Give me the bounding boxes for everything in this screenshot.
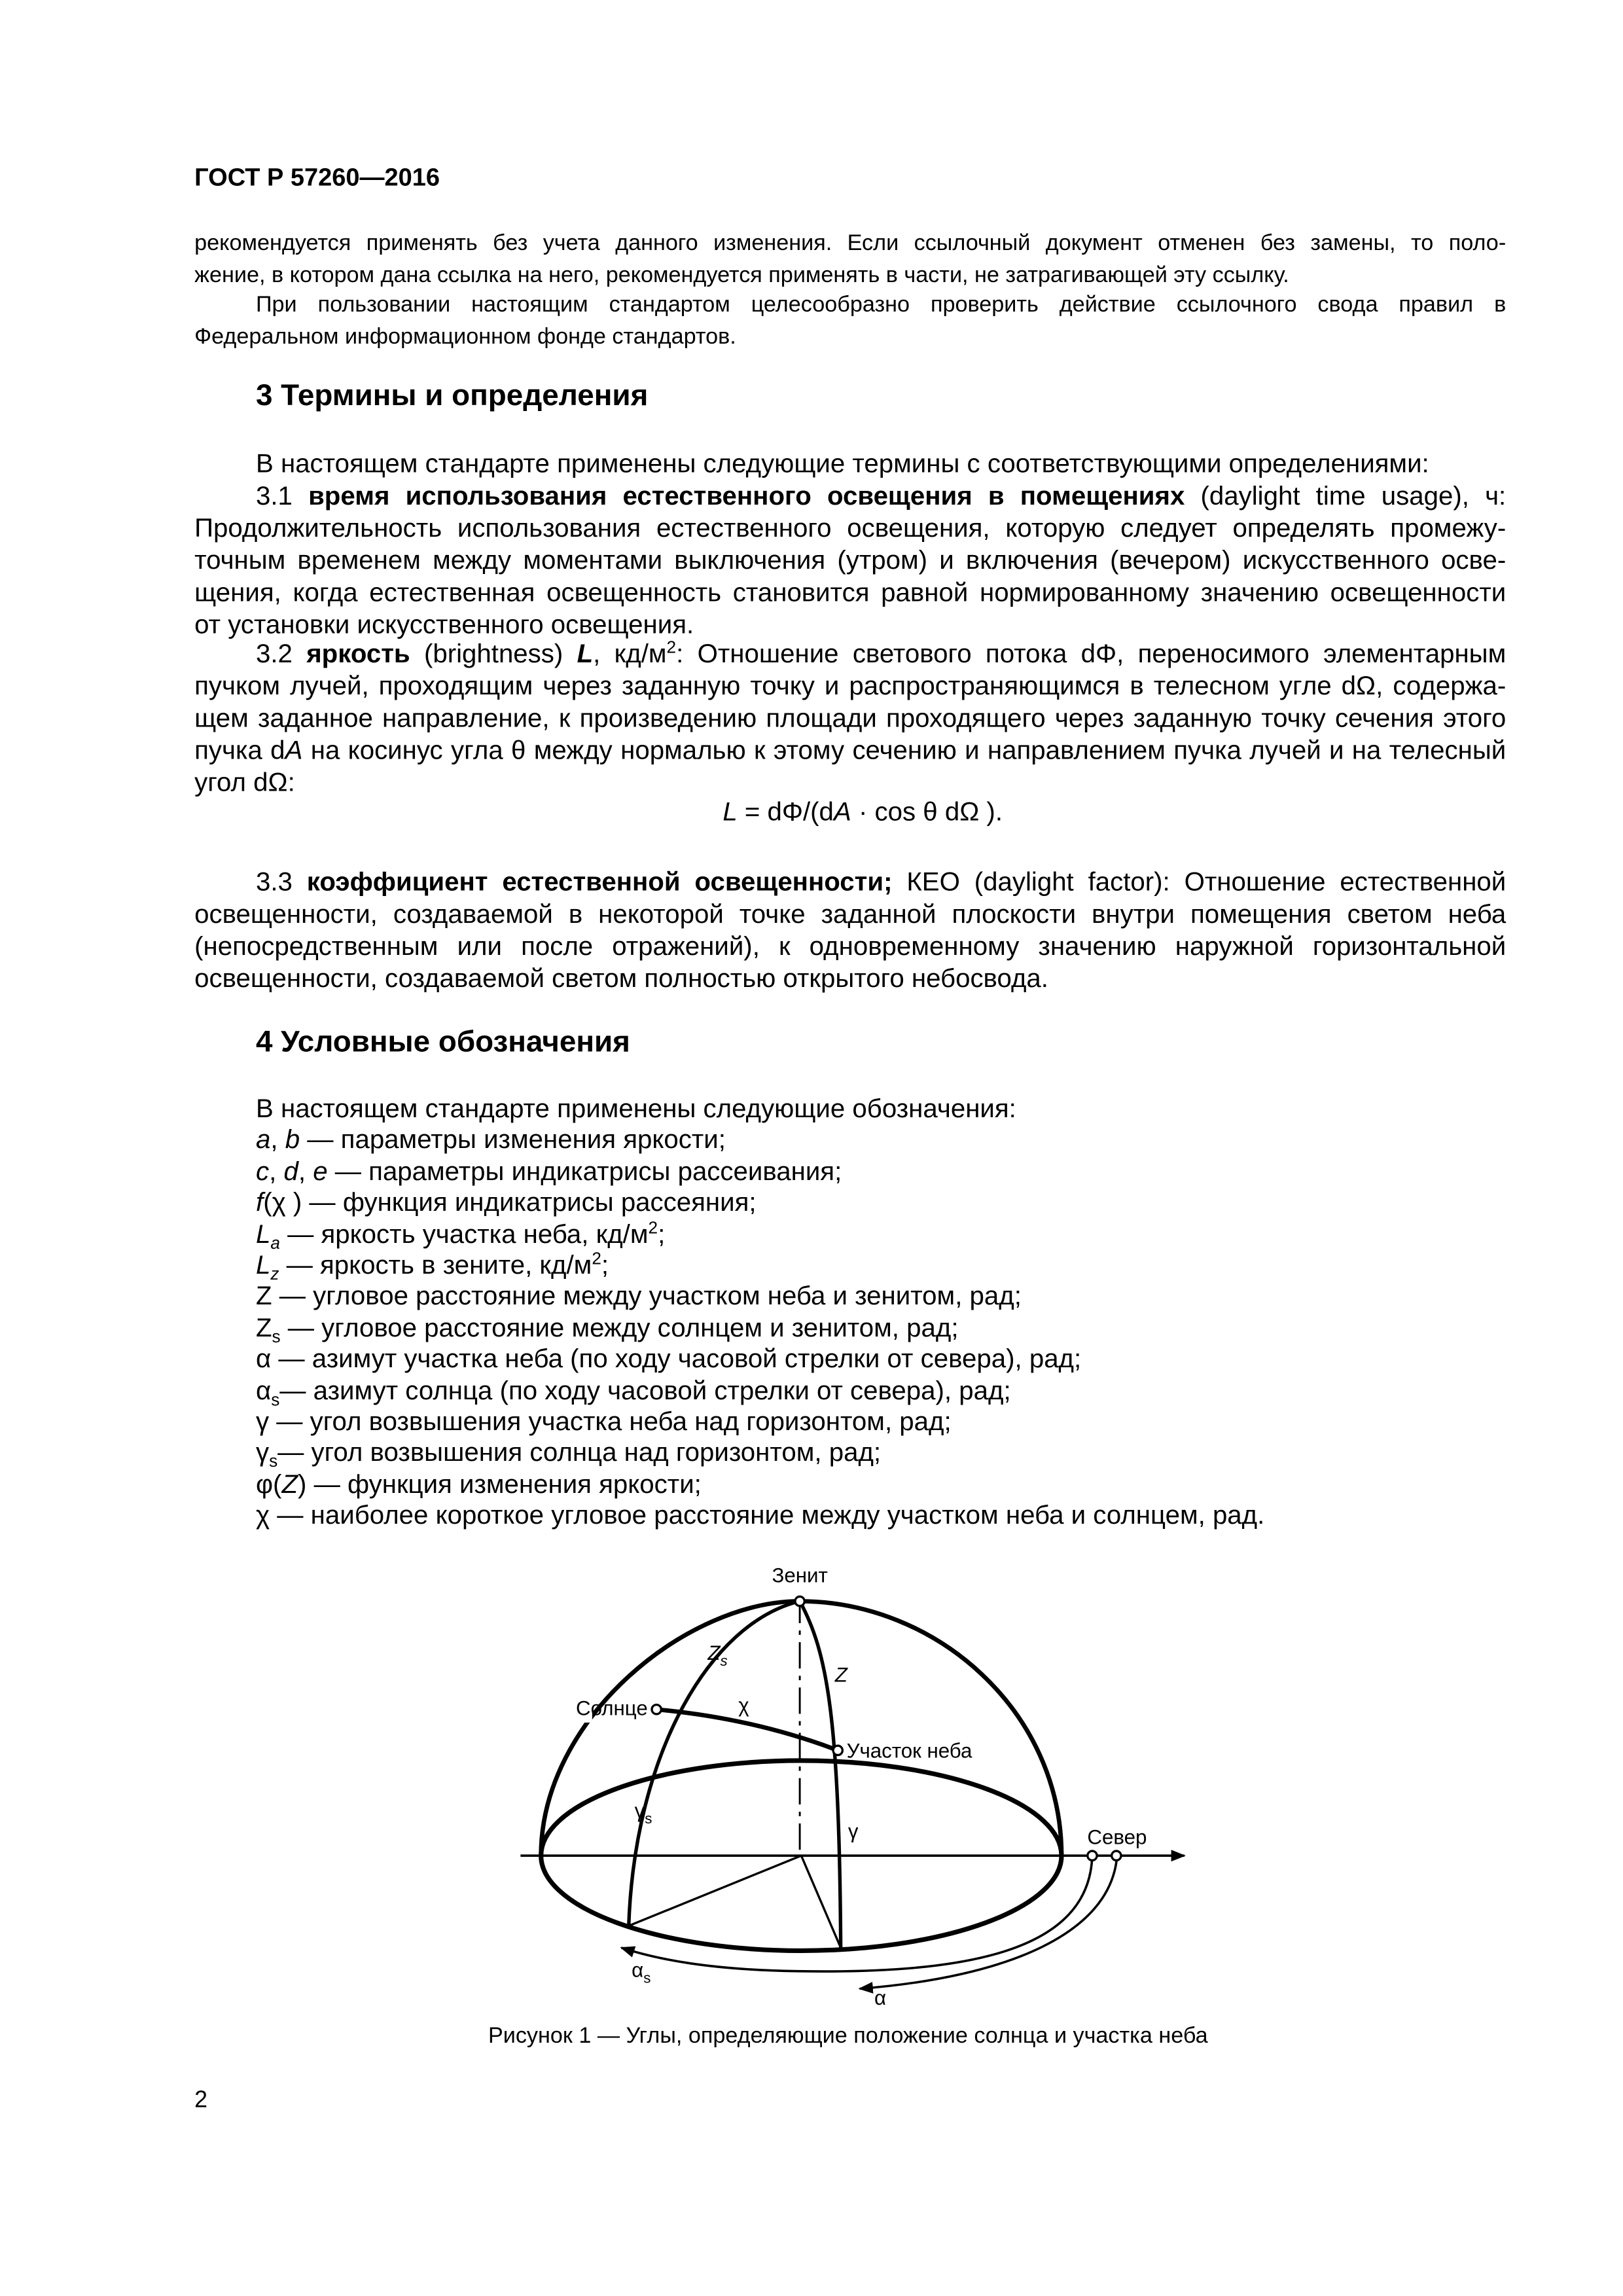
figure-caption: Рисунок 1 — Углы, определяющие положение солнца и участка неба bbox=[488, 2024, 1208, 2049]
sun-label: Солнце bbox=[576, 1696, 648, 1720]
text-run: L bbox=[722, 797, 738, 827]
sky-azimuth-line bbox=[801, 1856, 840, 1948]
text-run: s bbox=[269, 1452, 278, 1472]
text-run: от установки искусственного освещения. bbox=[194, 609, 694, 639]
text-run: ) — функция изменения яркости; bbox=[298, 1469, 702, 1499]
sun-azimuth-line bbox=[629, 1856, 802, 1926]
text-run: A bbox=[833, 797, 851, 827]
text-run: α — азимут участка неба (по ходу часовой стрелки от севера), рад; bbox=[255, 1344, 1082, 1374]
text-run: угол dΩ: bbox=[194, 767, 295, 797]
text-run: пучком лучей, проходящим через заданную точку и распространяющимся в телесном угле dΩ, содержа- bbox=[194, 671, 1507, 701]
text-run: жение, в котором дана ссылка на него, рекомендуется применять в части, не затрагивающей эту ссылку. bbox=[194, 262, 1289, 288]
text-run: Z bbox=[281, 1469, 298, 1499]
text-run: — параметры индикатрисы рассеивания; bbox=[327, 1156, 842, 1186]
text-run: на косинус угла θ между нормалью к этому сечению и направлением пучка лучей и на телесный bbox=[302, 735, 1507, 765]
text-run: c bbox=[255, 1156, 270, 1186]
text-run: b bbox=[285, 1124, 300, 1155]
sky-point bbox=[833, 1746, 842, 1755]
text-run: z bbox=[270, 1265, 279, 1284]
text-run: — угол возвышения солнца над горизонтом, рад; bbox=[277, 1437, 882, 1467]
text-run: щения, когда естественная освещенность становится равной нормированному значению освещенности bbox=[194, 577, 1507, 607]
dome-outline bbox=[541, 1601, 1061, 1856]
zenith-label: Зенит bbox=[772, 1564, 828, 1587]
text-run: e bbox=[313, 1156, 328, 1186]
text-run: — яркость в зените, кд/м bbox=[279, 1250, 592, 1280]
text-run: рекомендуется применять без учета данного изменения. Если ссылочный документ отменен без замены, то поло- bbox=[194, 231, 1507, 256]
text-run: A bbox=[285, 735, 303, 765]
text-run: , bbox=[270, 1124, 285, 1155]
z-label: Z bbox=[834, 1663, 847, 1687]
document-header: ГОСТ Р 57260—2016 bbox=[194, 164, 440, 192]
text-run: 3.1 bbox=[255, 481, 309, 511]
zs-label: $Z_s$ bbox=[707, 1641, 728, 1669]
text-run: — азимут солнца (по ходу часовой стрелки от севера), рад; bbox=[279, 1375, 1011, 1405]
text-run: Z bbox=[255, 1312, 272, 1342]
text-run: (brightness) bbox=[410, 639, 577, 669]
text-run: , bbox=[298, 1156, 313, 1186]
text-run: , bbox=[269, 1156, 284, 1186]
text-run: При пользовании настоящим стандартом целесообразно проверить действие ссылочного свода правил в bbox=[255, 292, 1507, 317]
text-run: ; bbox=[658, 1219, 666, 1249]
sky-meridian bbox=[800, 1601, 841, 1948]
text-run: · cos θ dΩ ). bbox=[851, 797, 1003, 827]
text-run: , кд/м bbox=[593, 639, 667, 669]
text-run: : Отношение светового потока dΦ, переносимого элементарным bbox=[676, 639, 1507, 669]
section-4-heading: 4 Условные обозначения bbox=[255, 1025, 630, 1059]
text-run: время использования естественного освещения в помещениях bbox=[308, 481, 1185, 511]
zenith-point bbox=[795, 1596, 804, 1605]
text-run: — яркость участка неба, кд/м bbox=[279, 1219, 649, 1249]
gamma-s-label: $\gamma_s$ bbox=[634, 1799, 652, 1827]
text-run: щем заданное направление, к произведению площади проходящего через заданную точку сечения этого bbox=[194, 703, 1507, 733]
alpha-s-label: $\alpha_s$ bbox=[632, 1958, 651, 1986]
text-run: φ( bbox=[255, 1469, 282, 1499]
text-run: a bbox=[255, 1124, 271, 1155]
chi-label: χ bbox=[738, 1694, 749, 1717]
text-run: (daylight time usage), ч: bbox=[1185, 481, 1507, 511]
text-run: d bbox=[283, 1156, 298, 1186]
text-run: освещенности, создаваемой в некоторой точке заданной плоскости внутри помещения светом неба bbox=[194, 899, 1507, 929]
text-run: КЕО (daylight factor): Отношение естественной bbox=[892, 867, 1507, 897]
text-run: Z — угловое расстояние между участком неба и зенитом, рад; bbox=[255, 1281, 1022, 1311]
text-run: В настоящем стандарте применены следующие термины с соответствующими определениями: bbox=[255, 448, 1429, 478]
alpha-label: α bbox=[874, 1986, 887, 2010]
north-point-2 bbox=[1112, 1851, 1121, 1860]
text-run: 2 bbox=[592, 1249, 601, 1269]
text-run: — параметры изменения яркости; bbox=[300, 1124, 726, 1155]
page-number: 2 bbox=[194, 2088, 208, 2113]
text-run: 2 bbox=[666, 638, 677, 658]
text-run: = dΦ/(d bbox=[737, 797, 834, 827]
text-run: В настоящем стандарте применены следующие обозначения: bbox=[255, 1094, 1016, 1123]
text-run: яркость bbox=[306, 639, 410, 669]
text-run: 3.2 bbox=[255, 639, 307, 669]
text-run: L bbox=[577, 639, 594, 669]
text-run: — угловое расстояние между солнцем и зенитом, рад; bbox=[280, 1312, 959, 1342]
text-run: коэффициент естественной освещенности; bbox=[306, 867, 893, 897]
text-run: Продолжительность использования естественного освещения, которую следует определять промежу- bbox=[194, 513, 1507, 543]
north-label: Север bbox=[1087, 1825, 1147, 1849]
sky-point-label: Участок неба bbox=[846, 1739, 972, 1763]
text-run: f bbox=[255, 1187, 264, 1217]
text-run: (χ ) — функция индикатрисы рассеяния; bbox=[263, 1187, 757, 1217]
text-run: 2 bbox=[648, 1218, 658, 1238]
text-run: γ — угол возвышения участка неба над горизонтом, рад; bbox=[255, 1407, 952, 1436]
text-run: 3.3 bbox=[255, 867, 307, 897]
text-run: освещенности, создаваемой светом полностью открытого небосвода. bbox=[194, 963, 1048, 994]
north-point-1 bbox=[1088, 1851, 1097, 1860]
text-run: s bbox=[272, 1327, 281, 1347]
text-run: Федеральном информационном фонде стандартов. bbox=[194, 323, 736, 349]
text-run: α bbox=[255, 1375, 272, 1405]
text-run: a bbox=[270, 1233, 280, 1253]
text-run: точным временем между моментами выключения (утром) и включения (вечером) искусственного осве- bbox=[194, 545, 1507, 575]
text-run: ; bbox=[601, 1250, 609, 1280]
text-run: (непосредственным или после отражений), к одновременному значению наружной горизонтальной bbox=[194, 931, 1507, 961]
section-3-heading: 3 Термины и определения bbox=[255, 378, 649, 413]
alpha-s-arrow bbox=[622, 1856, 1092, 1971]
text-run: s bbox=[271, 1390, 280, 1409]
text-run: L bbox=[255, 1219, 271, 1249]
gamma-label: γ bbox=[847, 1820, 859, 1843]
sun-point bbox=[652, 1705, 661, 1714]
text-run: χ — наиболее короткое угловое расстояние между участком неба и солнцем, рад. bbox=[255, 1500, 1265, 1530]
text-run: L bbox=[255, 1250, 271, 1280]
text-run: пучка d bbox=[194, 735, 285, 765]
text-run: γ bbox=[255, 1437, 270, 1467]
